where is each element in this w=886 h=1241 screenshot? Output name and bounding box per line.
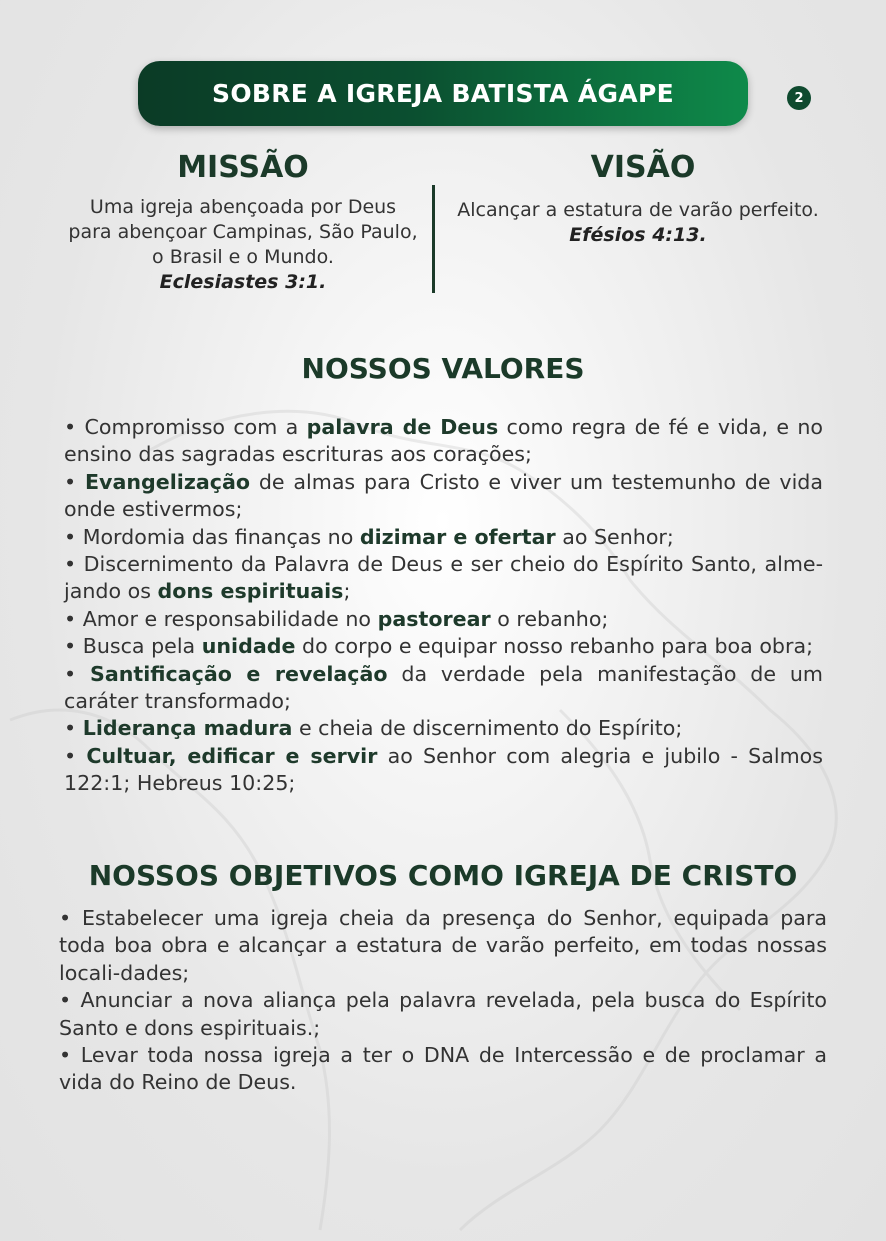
- missao-line: o Brasil e o Mundo.: [152, 246, 334, 268]
- valores-item: • Mordomia das finanças no dizimar e ofertar ao Senhor;: [64, 524, 674, 549]
- page-number-badge: 2: [787, 86, 811, 110]
- objetivos-title: NOSSOS OBJETIVOS COMO IGREJA DE CRISTO: [88, 859, 798, 892]
- missao-line: para abençoar Campinas, São Paulo,: [68, 221, 418, 243]
- visao-reference: Efésios 4:13.: [569, 224, 707, 246]
- valores-item: • Cultuar, edificar e servir ao Senhor com alegria e jubilo - Salmos 122:1; Hebreus 10:25;: [64, 743, 823, 796]
- visao-line: Alcançar a estatura de varão perfeito.: [457, 199, 819, 221]
- objetivos-item: • Estabelecer uma igreja cheia da presença do Senhor, equipada para toda boa obra e alcançar a estatura de varão perfeito, em todas nossas locali-dades;: [59, 906, 827, 985]
- missao-title: MISSÃO: [177, 150, 309, 185]
- header-banner: [138, 61, 748, 126]
- valores-item: • Evangelização de almas para Cristo e viver um testemunho de vida onde estivermos;: [64, 469, 823, 522]
- missao-text: [50, 195, 436, 295]
- column-divider: [432, 185, 435, 293]
- valores-item: • Busca pela unidade do corpo e equipar nosso rebanho para boa obra;: [64, 634, 814, 659]
- valores-item: • Compromisso com a palavra de Deus como regra de fé e vida, e no ensino das sagradas escrituras aos corações;: [64, 415, 823, 467]
- objetivos-item: • Anunciar a nova aliança pela palavra revelada, pela busca do Espírito Santo e dons espirituais.;: [59, 988, 827, 1040]
- missao-reference: Eclesiastes 3:1.: [159, 271, 327, 293]
- header-title: SOBRE A IGREJA BATISTA ÁGAPE: [212, 79, 674, 108]
- valores-item: • Liderança madura e cheia de discernimento do Espírito;: [64, 716, 683, 741]
- objetivos-list: [59, 905, 827, 1097]
- objetivos-item: • Levar toda nossa igreja a ter o DNA de Intercessão e de proclamar a vida do Reino de Deus.: [59, 1043, 827, 1095]
- visao-title: VISÃO: [590, 150, 696, 185]
- valores-list: [64, 414, 823, 798]
- valores-item: • Discernimento da Palavra de Deus e ser cheio do Espírito Santo, alme-jando os dons espirituais;: [64, 552, 823, 604]
- missao-line: Uma igreja abençoada por Deus: [89, 196, 397, 218]
- visao-text: [445, 198, 831, 248]
- valores-item: • Amor e responsabilidade no pastorear o rebanho;: [64, 606, 609, 631]
- valores-title: NOSSOS VALORES: [301, 352, 585, 385]
- valores-item: • Santificação e revelação da verdade pela manifestação de um caráter transformado;: [64, 661, 823, 714]
